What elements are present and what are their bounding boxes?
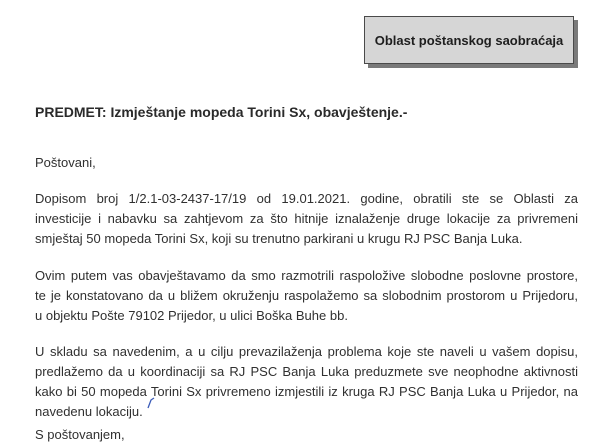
closing: S poštovanjem, xyxy=(35,427,125,442)
department-label: Oblast poštanskog saobraćaja xyxy=(374,32,564,48)
paragraph2-line3: u objektu Pošte 79102 Prijedor, u ulici Boška Buhe bb. xyxy=(35,308,348,323)
paragraph1-line2: investicije i nabavku sa zahtjevom za što hitnije iznalaženje druge lokacije za privremeni xyxy=(35,211,578,226)
paragraph1-line1: Dopisom broj 1/2.1-03-2437-17/19 od 19.01.2021. godine, obratili ste se Oblasti za xyxy=(35,191,578,206)
paragraph1-line3: smještaj 50 mopeda Torini Sx, koji su trenutno parkirani u krugu RJ PSC Banja Luka. xyxy=(35,231,523,246)
paragraph3-line2: predlažemo da u koordinaciji sa RJ PSC Banja Luka preduzmete sve neophodne aktivnosti xyxy=(35,364,578,379)
paragraph2-line1: Ovim putem vas obavještavamo da smo razmotrili raspoložive slobodne poslovne prostore, xyxy=(35,268,578,283)
pen-mark-icon xyxy=(146,396,156,412)
paragraph2-line2: te je konstatovano da u bližem okruženju raspolažemo sa slobodnim prostorom u Prijedoru, xyxy=(35,288,578,303)
paragraph3-line3: kako bi 50 mopeda Torini Sx privremeno izmjestili iz kruga RJ PSC Banja Luka u Prijedor, na xyxy=(35,384,578,399)
salutation: Poštovani, xyxy=(35,155,96,170)
department-label-box xyxy=(364,16,574,64)
subject-line: PREDMET: Izmještanje mopeda Torini Sx, obavještenje.- xyxy=(35,104,408,120)
paragraph3-line1: U skladu sa navedenim, a u cilju prevazilaženja problema koje ste naveli u vašem dopisu, xyxy=(35,344,578,359)
paragraph3-line4: navedenu lokaciju. xyxy=(35,404,143,419)
